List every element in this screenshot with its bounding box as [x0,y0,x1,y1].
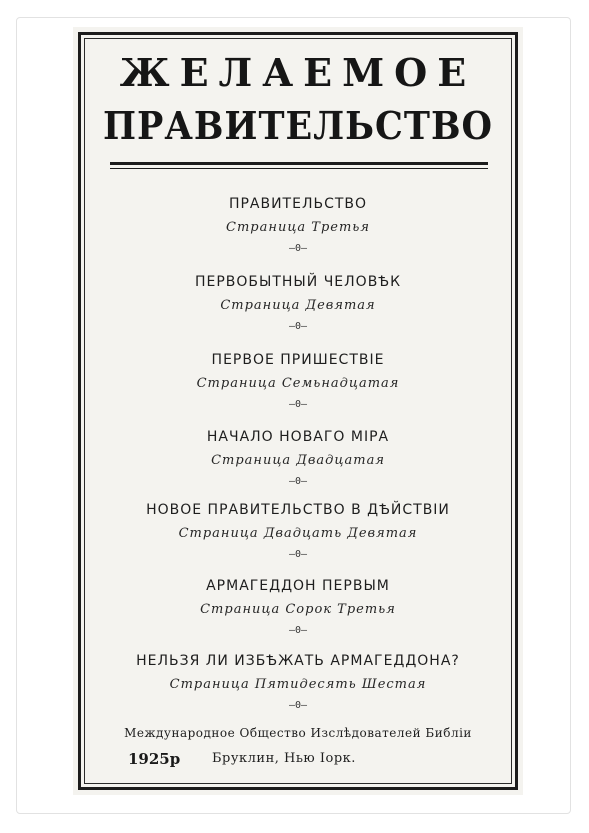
section-heading: НЕЛЬЗЯ ЛИ ИЗБѢЖАТЬ АРМАГЕДДОНА? [136,653,460,669]
section-page: Страница Двадцатая [211,453,385,468]
section-page: Страница Двадцать Девятая [178,526,418,541]
section-heading: АРМАГЕДДОН ПЕРВЫМ [206,578,390,594]
contents-entry [90,194,506,256]
section-heading: НАЧАЛО НОВАГО МІРА [206,429,390,445]
contents-entry [90,350,506,412]
section-page: Страница Девятая [220,298,376,313]
section-separator: —0— [288,321,308,332]
publication-year: 1925р [128,750,181,768]
section-page: Страница Пятидесять Шестая [169,677,427,692]
contents-entry [90,500,506,562]
title-line-1: ЖЕЛАЕМОЕ [119,50,477,95]
section-separator: —0— [288,700,308,711]
title-line-2: ПРАВИТЕЛЬСТВО [102,103,494,149]
section-separator: —0— [288,625,308,636]
section-page: Страница Сорок Третья [200,602,396,617]
contents-entry [90,576,506,638]
section-page: Страница Семьнадцатая [196,376,400,391]
contents-entry [90,427,506,489]
title-rule-thick [110,162,488,165]
section-separator: —0— [288,399,308,410]
publication-location: Бруклин, Нью Іорк. [212,751,356,766]
section-page: Страница Третья [226,220,370,235]
title-rule-thin [110,168,488,169]
section-heading: ПРАВИТЕЛЬСТВО [228,196,368,212]
section-heading: НОВОЕ ПРАВИТЕЛЬСТВО В ДѢЙСТВІИ [146,502,450,518]
contents-entry [90,272,506,334]
publisher-name: Международное Общество Изслѣдователей Библіи [124,726,472,740]
section-heading: ПЕРВОБЫТНЫЙ ЧЕЛОВѢК [194,274,402,290]
section-heading: ПЕРВОЕ ПРИШЕСТВІЕ [211,352,385,368]
section-separator: —0— [288,549,308,560]
section-separator: —0— [288,243,308,254]
section-separator: —0— [288,476,308,487]
contents-entry [90,651,506,713]
